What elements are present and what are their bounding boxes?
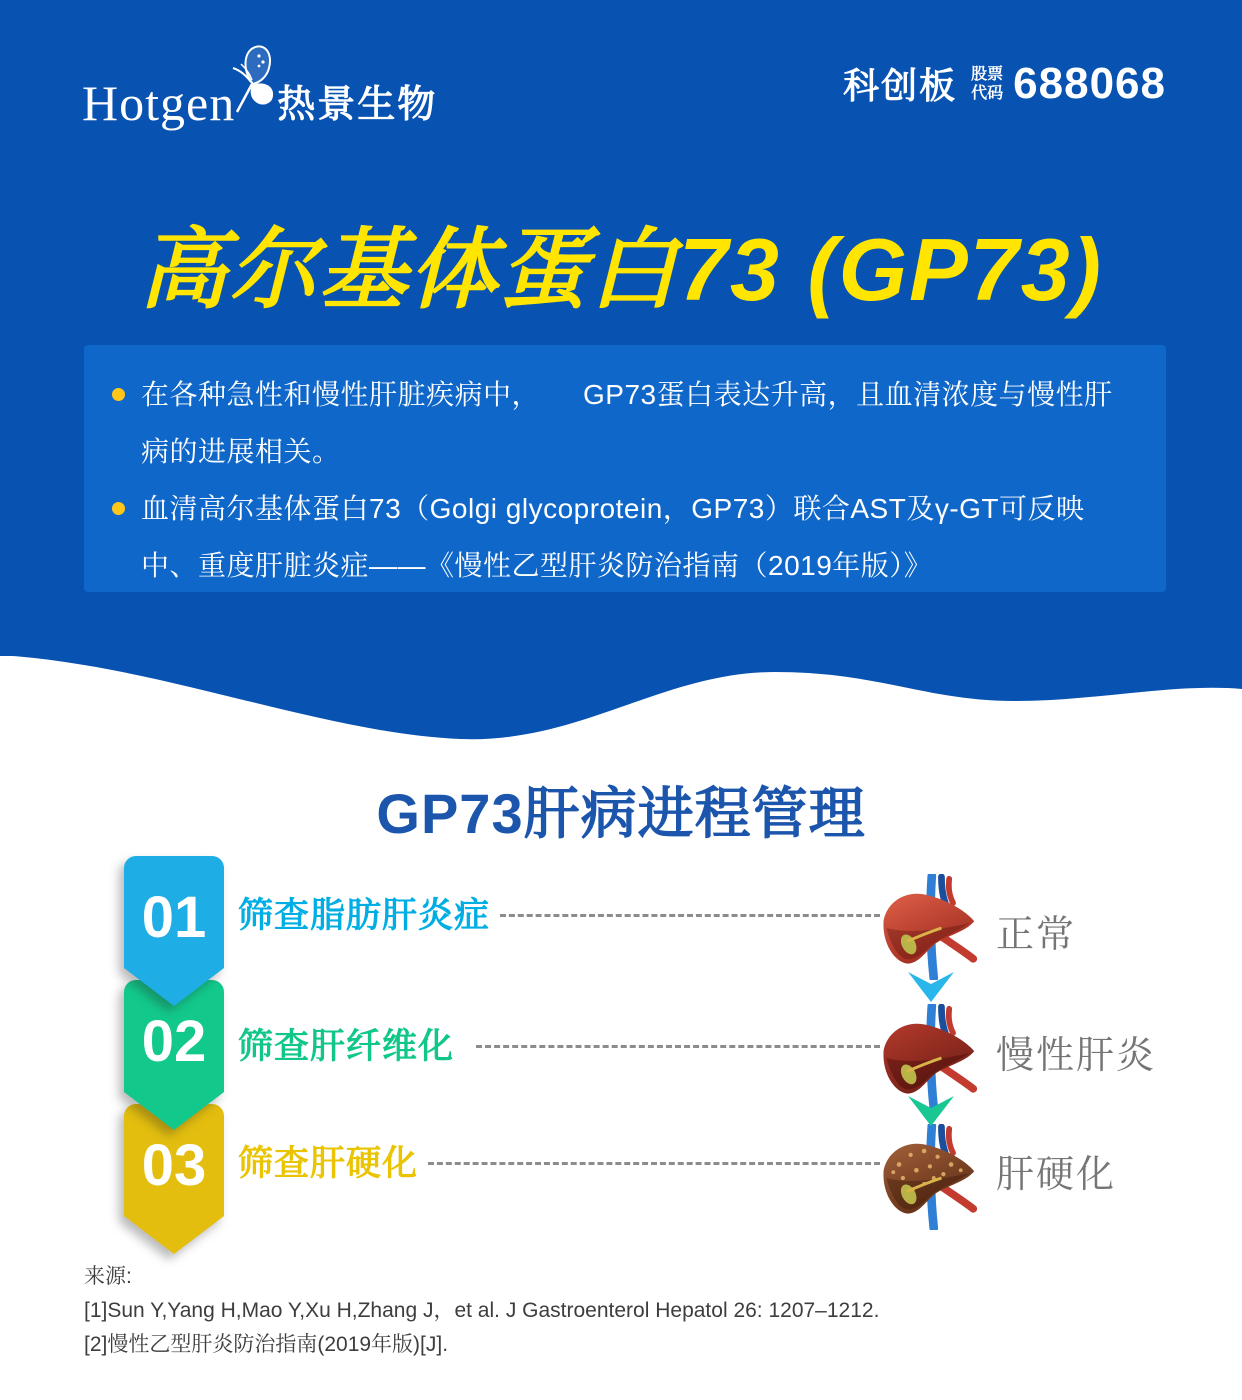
step-row-2 bbox=[238, 1019, 880, 1069]
reference-line: [2]慢性乙型肝炎防治指南(2019年版)[J]. bbox=[84, 1333, 449, 1356]
section-title: GP73肝病进程管理 bbox=[376, 782, 866, 845]
stage-label-normal: 正常 bbox=[996, 914, 1077, 956]
hotgen-logo bbox=[82, 44, 437, 132]
liver-chronic-hepatitis-icon bbox=[874, 1004, 980, 1110]
step-number: 03 bbox=[141, 1133, 207, 1198]
dashed-leader-line bbox=[428, 1162, 880, 1165]
stage-label-cirrhosis: 肝硬化 bbox=[996, 1154, 1117, 1196]
stock-code-label-line2: 代码 bbox=[971, 84, 1004, 102]
step-label: 筛查脂肪肝炎症 bbox=[238, 896, 491, 935]
stock-code-label-line1: 股票 bbox=[971, 65, 1004, 83]
footer-sources bbox=[84, 1260, 879, 1362]
step-row-3 bbox=[238, 1136, 880, 1186]
stock-code-label bbox=[971, 65, 1003, 103]
dashed-leader-line bbox=[476, 1045, 880, 1048]
info-panel bbox=[84, 345, 1166, 592]
chevron-down-arrow-icon bbox=[908, 972, 954, 1002]
bullet-dot-icon bbox=[112, 502, 125, 515]
bullet-item bbox=[110, 480, 1140, 594]
liver-normal-icon bbox=[874, 874, 980, 980]
chevron-down-arrow-icon bbox=[908, 1096, 954, 1126]
stock-info bbox=[843, 58, 1166, 109]
bullet-text: 血清高尔基体蛋白73（Golgi glycoprotein，GP73）联合AST及γ-GT可反映中、重度肝脏炎症——《慢性乙型肝炎防治指南（2019年版）》 bbox=[141, 493, 1085, 581]
liver-cirrhosis-icon bbox=[874, 1124, 980, 1230]
step-row-1 bbox=[238, 888, 880, 938]
step-label: 筛查肝纤维化 bbox=[238, 1027, 455, 1066]
step-number: 01 bbox=[141, 885, 207, 950]
header bbox=[0, 0, 1242, 140]
logo-latin-text: Hotgen bbox=[82, 75, 236, 131]
wave-divider bbox=[0, 655, 1242, 765]
page-title: 高尔基体蛋白73 (GP73) bbox=[139, 220, 1103, 319]
logo-chinese-text: 热景生物 bbox=[277, 84, 438, 126]
butterfly-icon bbox=[229, 44, 275, 118]
stock-code-number: 688068 bbox=[1013, 58, 1166, 108]
source-label: 来源: bbox=[84, 1265, 132, 1288]
stage-label-chronic-hepatitis: 慢性肝炎 bbox=[996, 1035, 1157, 1077]
dashed-leader-line bbox=[500, 914, 880, 917]
reference-line: [1]Sun Y,Yang H,Mao Y,Xu H,Zhang J，et al. J Gastroenterol Hepatol 26: 1207–1212. bbox=[84, 1299, 880, 1322]
bullet-text: 在各种急性和慢性肝脏疾病中， GP73蛋白表达升高，且血清浓度与慢性肝病的进展相关。 bbox=[141, 379, 1113, 467]
bullet-item bbox=[110, 366, 1140, 480]
bullet-dot-icon bbox=[112, 388, 125, 401]
step-label: 筛查肝硬化 bbox=[238, 1144, 419, 1183]
stock-board-label: 科创板 bbox=[843, 65, 958, 106]
step-number: 02 bbox=[141, 1009, 207, 1074]
step-badge-01 bbox=[124, 856, 224, 1006]
